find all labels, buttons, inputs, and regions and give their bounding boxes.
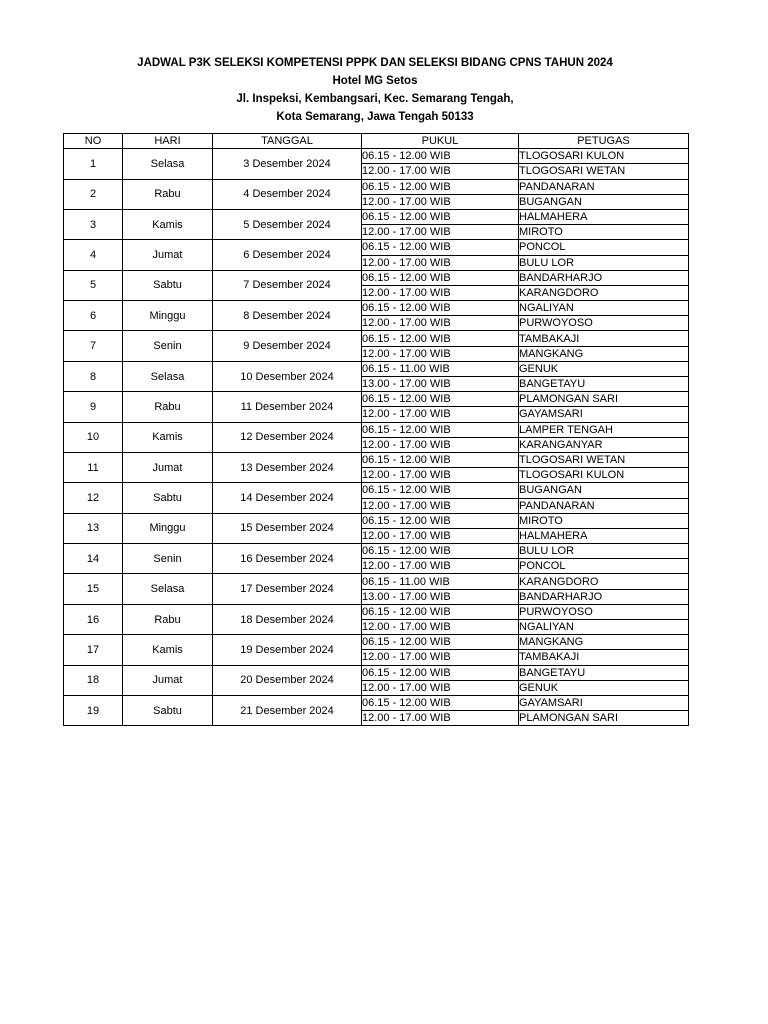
row-time-slot: 06.15 - 11.00 WIB: [362, 574, 519, 589]
row-time-slot: 12.00 - 17.00 WIB: [362, 407, 519, 422]
row-number: 14: [64, 544, 123, 574]
row-date: 20 Desember 2024: [213, 665, 362, 695]
row-officer: PLAMONGAN SARI: [519, 711, 689, 726]
column-header-pukul: PUKUL: [362, 134, 519, 149]
table-row: [64, 331, 689, 346]
table-row: [64, 179, 689, 194]
table-row: [64, 635, 689, 650]
row-officer: BANDARHARJO: [519, 589, 689, 604]
row-number: 19: [64, 695, 123, 725]
table-row: [64, 665, 689, 680]
row-day: Sabtu: [123, 270, 213, 300]
row-date: 18 Desember 2024: [213, 604, 362, 634]
row-officer: BANGETAYU: [519, 665, 689, 680]
table-row: [64, 483, 689, 498]
row-officer: PURWOYOSO: [519, 316, 689, 331]
row-number: 17: [64, 635, 123, 665]
table-header-row: [64, 134, 689, 149]
table-row: [64, 422, 689, 437]
row-time-slot: 06.15 - 12.00 WIB: [362, 452, 519, 467]
row-officer: MANGKANG: [519, 635, 689, 650]
row-number: 4: [64, 240, 123, 270]
table-row: [64, 149, 689, 164]
row-number: 1: [64, 149, 123, 179]
row-time-slot: 12.00 - 17.00 WIB: [362, 528, 519, 543]
row-time-slot: 06.15 - 12.00 WIB: [362, 240, 519, 255]
row-time-slot: 12.00 - 17.00 WIB: [362, 468, 519, 483]
row-time-slot: 06.15 - 12.00 WIB: [362, 665, 519, 680]
row-date: 14 Desember 2024: [213, 483, 362, 513]
venue-name: Hotel MG Setos: [332, 75, 418, 87]
document-title: JADWAL P3K SELEKSI KOMPETENSI PPPK DAN SELEKSI BIDANG CPNS TAHUN 2024: [137, 57, 613, 69]
table-row: [64, 544, 689, 559]
row-officer: KARANGDORO: [519, 574, 689, 589]
row-time-slot: 06.15 - 12.00 WIB: [362, 544, 519, 559]
column-header-petugas: PETUGAS: [519, 134, 689, 149]
row-time-slot: 06.15 - 12.00 WIB: [362, 604, 519, 619]
row-day: Rabu: [123, 392, 213, 422]
table-row: [64, 574, 689, 589]
row-officer: GENUK: [519, 361, 689, 376]
row-number: 11: [64, 452, 123, 482]
row-date: 17 Desember 2024: [213, 574, 362, 604]
column-header-hari: HARI: [123, 134, 213, 149]
row-time-slot: 06.15 - 12.00 WIB: [362, 483, 519, 498]
row-date: 19 Desember 2024: [213, 635, 362, 665]
venue-address-line-1: Jl. Inspeksi, Kembangsari, Kec. Semarang Tengah,: [236, 93, 514, 105]
row-time-slot: 06.15 - 12.00 WIB: [362, 331, 519, 346]
row-day: Minggu: [123, 513, 213, 543]
row-number: 12: [64, 483, 123, 513]
row-time-slot: 06.15 - 12.00 WIB: [362, 209, 519, 224]
row-officer: TLOGOSARI KULON: [519, 149, 689, 164]
row-day: Jumat: [123, 665, 213, 695]
row-number: 6: [64, 301, 123, 331]
row-officer: BULU LOR: [519, 255, 689, 270]
row-day: Rabu: [123, 179, 213, 209]
row-date: 9 Desember 2024: [213, 331, 362, 361]
row-time-slot: 06.15 - 12.00 WIB: [362, 149, 519, 164]
row-day: Selasa: [123, 574, 213, 604]
table-row: [64, 513, 689, 528]
row-time-slot: 12.00 - 17.00 WIB: [362, 437, 519, 452]
row-time-slot: 06.15 - 11.00 WIB: [362, 361, 519, 376]
row-officer: PANDANARAN: [519, 498, 689, 513]
row-date: 10 Desember 2024: [213, 361, 362, 391]
row-officer: BANGETAYU: [519, 377, 689, 392]
row-day: Sabtu: [123, 483, 213, 513]
row-officer: PANDANARAN: [519, 179, 689, 194]
row-date: 21 Desember 2024: [213, 695, 362, 725]
row-time-slot: 12.00 - 17.00 WIB: [362, 194, 519, 209]
row-date: 13 Desember 2024: [213, 452, 362, 482]
table-row: [64, 392, 689, 407]
row-time-slot: 12.00 - 17.00 WIB: [362, 498, 519, 513]
row-time-slot: 13.00 - 17.00 WIB: [362, 377, 519, 392]
row-time-slot: 06.15 - 12.00 WIB: [362, 270, 519, 285]
row-officer: PONCOL: [519, 240, 689, 255]
row-time-slot: 06.15 - 12.00 WIB: [362, 301, 519, 316]
row-day: Kamis: [123, 422, 213, 452]
row-officer: MIROTO: [519, 513, 689, 528]
venue-address-line-2: Kota Semarang, Jawa Tengah 50133: [276, 111, 474, 123]
row-officer: HALMAHERA: [519, 209, 689, 224]
row-time-slot: 06.15 - 12.00 WIB: [362, 513, 519, 528]
row-officer: TAMBAKAJI: [519, 331, 689, 346]
row-officer: MIROTO: [519, 225, 689, 240]
row-officer: BUGANGAN: [519, 194, 689, 209]
row-day: Rabu: [123, 604, 213, 634]
row-officer: LAMPER TENGAH: [519, 422, 689, 437]
row-date: 15 Desember 2024: [213, 513, 362, 543]
row-date: 3 Desember 2024: [213, 149, 362, 179]
row-number: 3: [64, 209, 123, 239]
row-date: 6 Desember 2024: [213, 240, 362, 270]
table-row: [64, 209, 689, 224]
row-number: 9: [64, 392, 123, 422]
row-officer: TLOGOSARI WETAN: [519, 164, 689, 179]
column-header-no: NO: [64, 134, 123, 149]
table-row: [64, 361, 689, 376]
row-officer: BULU LOR: [519, 544, 689, 559]
row-officer: MANGKANG: [519, 346, 689, 361]
row-officer: KARANGANYAR: [519, 437, 689, 452]
table-row: [64, 695, 689, 710]
row-officer: TLOGOSARI WETAN: [519, 452, 689, 467]
row-number: 16: [64, 604, 123, 634]
row-date: 8 Desember 2024: [213, 301, 362, 331]
row-time-slot: 12.00 - 17.00 WIB: [362, 650, 519, 665]
row-date: 7 Desember 2024: [213, 270, 362, 300]
row-officer: GENUK: [519, 680, 689, 695]
row-date: 16 Desember 2024: [213, 544, 362, 574]
table-row: [64, 604, 689, 619]
row-time-slot: 13.00 - 17.00 WIB: [362, 589, 519, 604]
row-day: Sabtu: [123, 695, 213, 725]
row-time-slot: 06.15 - 12.00 WIB: [362, 179, 519, 194]
schedule-body: [64, 149, 689, 726]
row-day: Kamis: [123, 209, 213, 239]
row-time-slot: 12.00 - 17.00 WIB: [362, 620, 519, 635]
row-number: 15: [64, 574, 123, 604]
row-officer: BUGANGAN: [519, 483, 689, 498]
row-number: 10: [64, 422, 123, 452]
row-time-slot: 06.15 - 12.00 WIB: [362, 695, 519, 710]
row-time-slot: 06.15 - 12.00 WIB: [362, 635, 519, 650]
row-time-slot: 06.15 - 12.00 WIB: [362, 392, 519, 407]
row-officer: PLAMONGAN SARI: [519, 392, 689, 407]
schedule-table: [63, 133, 689, 726]
row-day: Selasa: [123, 361, 213, 391]
row-officer: GAYAMSARI: [519, 407, 689, 422]
row-date: 4 Desember 2024: [213, 179, 362, 209]
row-day: Minggu: [123, 301, 213, 331]
row-day: Jumat: [123, 452, 213, 482]
row-date: 11 Desember 2024: [213, 392, 362, 422]
row-day: Jumat: [123, 240, 213, 270]
row-number: 8: [64, 361, 123, 391]
row-time-slot: 12.00 - 17.00 WIB: [362, 225, 519, 240]
row-date: 12 Desember 2024: [213, 422, 362, 452]
row-officer: KARANGDORO: [519, 285, 689, 300]
row-number: 13: [64, 513, 123, 543]
row-number: 5: [64, 270, 123, 300]
row-day: Selasa: [123, 149, 213, 179]
document-header: [0, 54, 750, 126]
row-number: 2: [64, 179, 123, 209]
row-time-slot: 12.00 - 17.00 WIB: [362, 346, 519, 361]
table-row: [64, 240, 689, 255]
row-officer: PONCOL: [519, 559, 689, 574]
row-time-slot: 12.00 - 17.00 WIB: [362, 255, 519, 270]
row-time-slot: 12.00 - 17.00 WIB: [362, 164, 519, 179]
row-day: Kamis: [123, 635, 213, 665]
row-officer: GAYAMSARI: [519, 695, 689, 710]
row-date: 5 Desember 2024: [213, 209, 362, 239]
row-officer: TLOGOSARI KULON: [519, 468, 689, 483]
row-officer: BANDARHARJO: [519, 270, 689, 285]
row-officer: TAMBAKAJI: [519, 650, 689, 665]
row-officer: PURWOYOSO: [519, 604, 689, 619]
row-time-slot: 12.00 - 17.00 WIB: [362, 559, 519, 574]
row-day: Senin: [123, 331, 213, 361]
row-time-slot: 06.15 - 12.00 WIB: [362, 422, 519, 437]
table-row: [64, 452, 689, 467]
row-officer: NGALIYAN: [519, 301, 689, 316]
row-time-slot: 12.00 - 17.00 WIB: [362, 285, 519, 300]
row-time-slot: 12.00 - 17.00 WIB: [362, 316, 519, 331]
row-officer: NGALIYAN: [519, 620, 689, 635]
row-time-slot: 12.00 - 17.00 WIB: [362, 711, 519, 726]
row-number: 7: [64, 331, 123, 361]
row-time-slot: 12.00 - 17.00 WIB: [362, 680, 519, 695]
table-row: [64, 270, 689, 285]
table-row: [64, 301, 689, 316]
row-officer: HALMAHERA: [519, 528, 689, 543]
row-day: Senin: [123, 544, 213, 574]
row-number: 18: [64, 665, 123, 695]
column-header-tanggal: TANGGAL: [213, 134, 362, 149]
